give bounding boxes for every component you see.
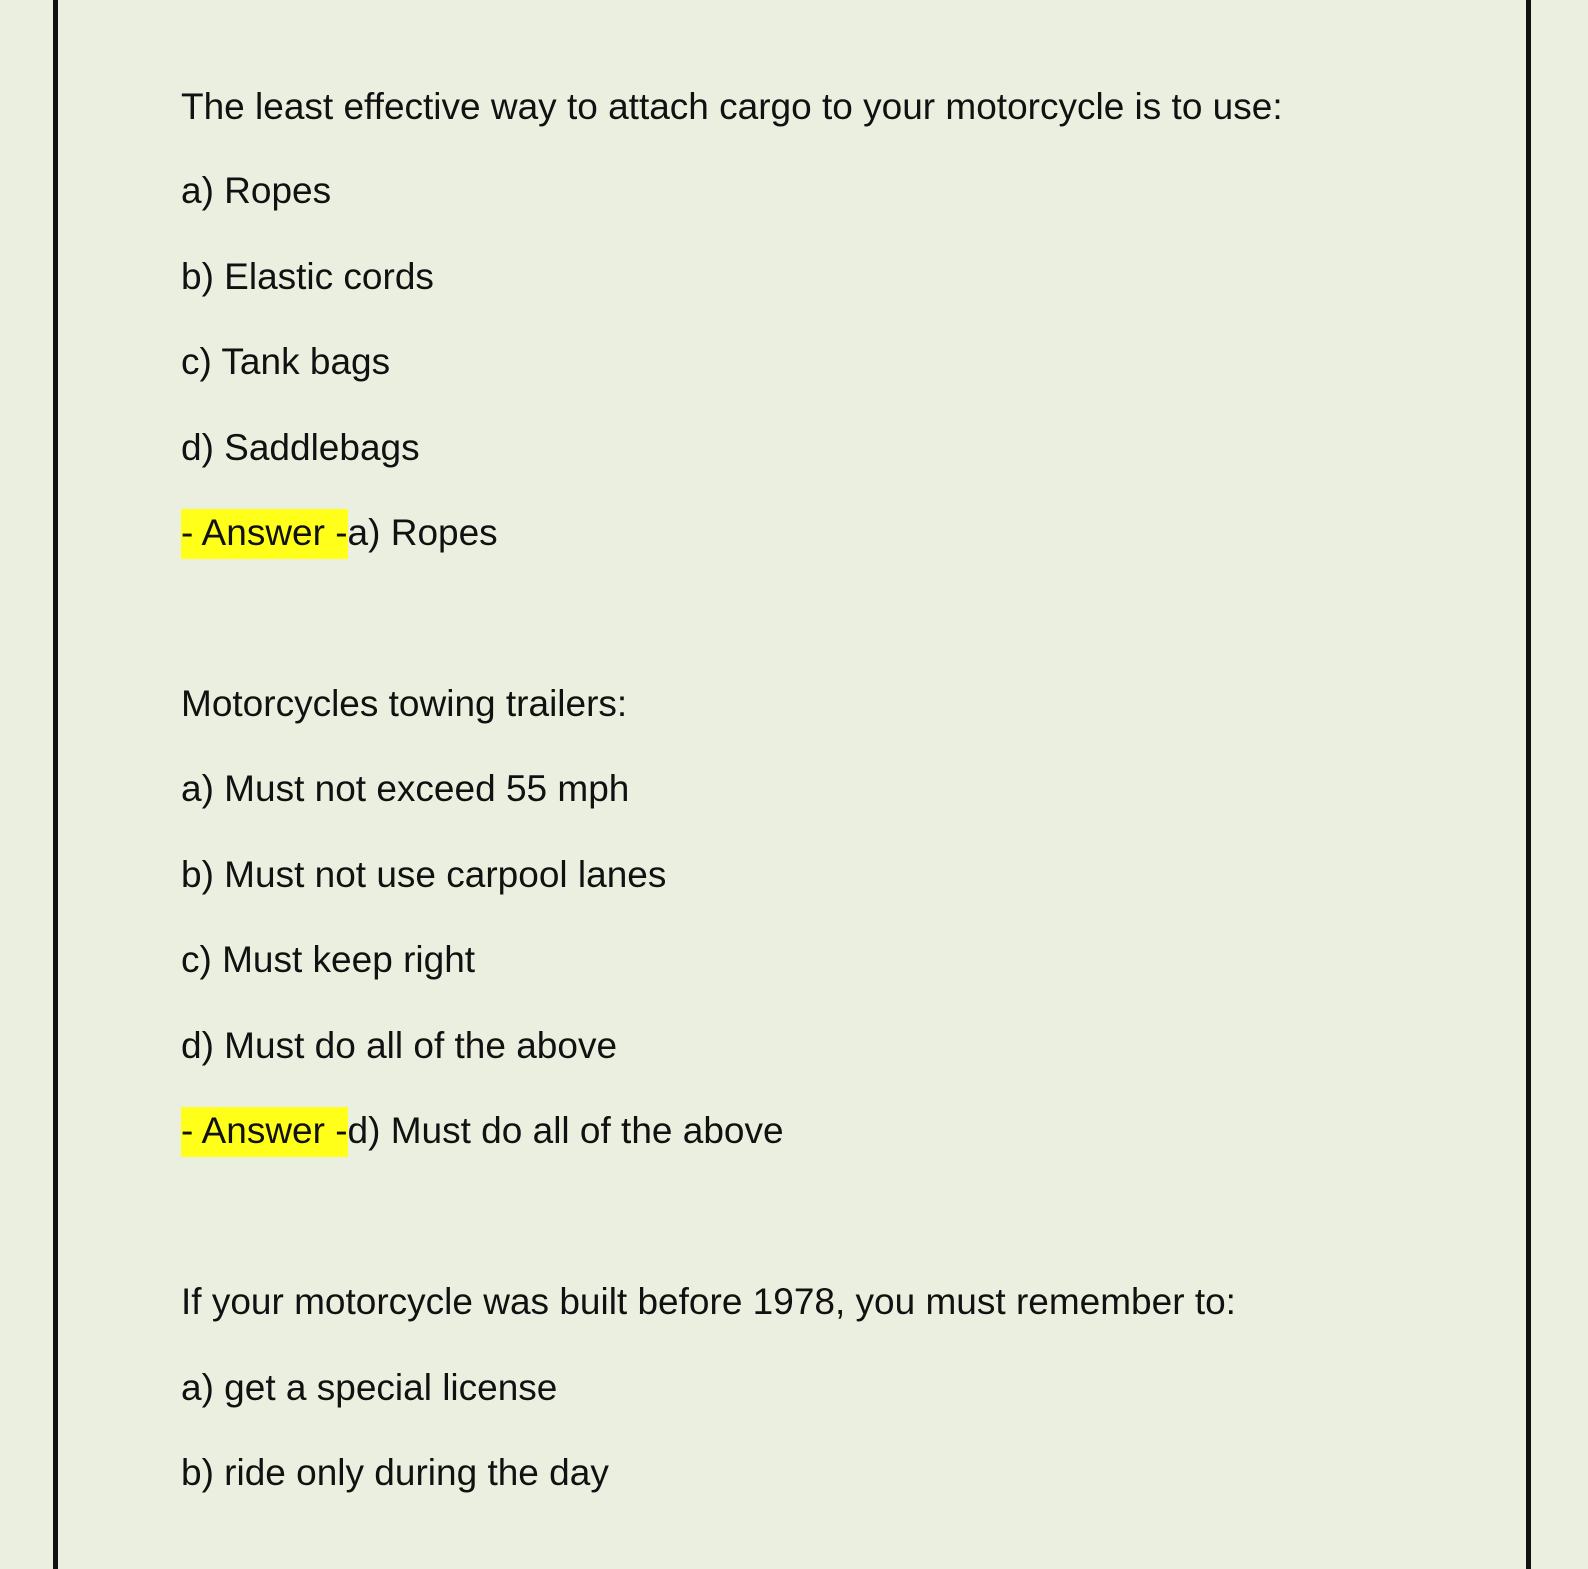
option-a: a) Ropes [181, 170, 332, 211]
answer-text: a) Ropes [347, 512, 498, 553]
option-a: a) get a special license [181, 1367, 558, 1408]
question-text: Motorcycles towing trailers: [181, 683, 628, 724]
option-c: c) Tank bags [181, 341, 391, 382]
option-d: d) Must do all of the above [181, 1025, 618, 1066]
answer-label-highlight: - Answer - [181, 1107, 348, 1157]
answer-label-highlight: - Answer - [181, 509, 348, 559]
option-c: c) Must keep right [181, 939, 476, 980]
question-text: The least effective way to attach cargo to your motorcycle is to use: [181, 86, 1283, 127]
option-b: b) ride only during the day [181, 1452, 609, 1493]
option-a: a) Must not exceed 55 mph [181, 768, 630, 809]
answer-text: d) Must do all of the above [347, 1110, 784, 1151]
answer-line [181, 510, 498, 556]
option-b: b) Must not use carpool lanes [181, 854, 667, 895]
option-b: b) Elastic cords [181, 256, 434, 297]
option-d: d) Saddlebags [181, 427, 420, 468]
answer-line [181, 1108, 784, 1154]
question-text: If your motorcycle was built before 1978, you must remember to: [181, 1281, 1236, 1322]
